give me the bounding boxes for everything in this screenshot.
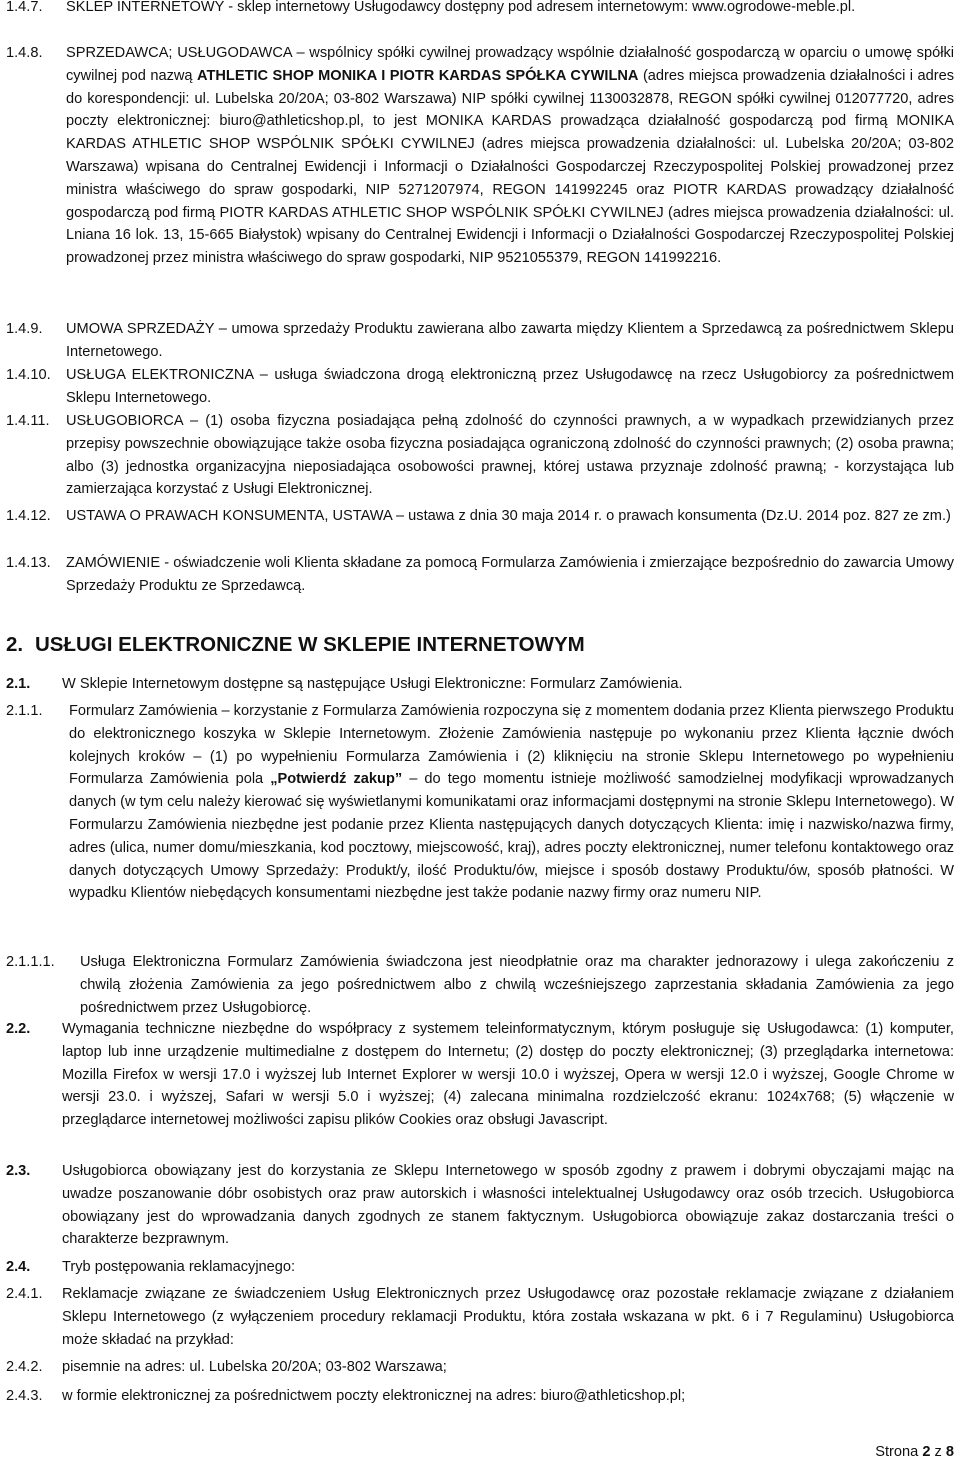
section-title: USŁUGI ELEKTRONICZNE W SKLEPIE INTERNETOWYM (35, 633, 585, 656)
clause-lead: Formularz Zamówienia – korzystanie z Formularza Zamówienia rozpoczyna się z momentem dodania przez Klienta pierwszego Produktu do elektronicznego koszyka w Sklepie Internetowym. Złożenie Zamówienia następuje po wykonaniu przez Klienta łącznie dwóch kolejnych kroków – (1) po wypełnieniu Formularza Zamówienia i (2) kliknięciu na stronie Sklepu Internetowego po wypełnieniu Formularza Zamówienia pola (69, 703, 954, 788)
clause-1-4-9 (0, 318, 954, 364)
clause-2-1 (0, 673, 954, 696)
page-label: Strona (875, 1444, 919, 1460)
clause-text: pisemnie na adres: ul. Lubelska 20/20A; 03-802 Warszawa; (62, 1359, 447, 1375)
clause-text: w formie elektronicznej za pośrednictwem poczty elektronicznej na adres: biuro@athleticshop.pl; (62, 1388, 686, 1404)
clause-text: UMOWA SPRZEDAŻY – umowa sprzedaży Produktu zawierana albo zawarta między Klientem a Sprzedawcą za pośrednictwem Sklepu Internetowego. (66, 321, 954, 360)
clause-1-4-12 (0, 505, 954, 528)
clause-text: W Sklepie Internetowym dostępne są następujące Usługi Elektroniczne: Formularz Zamówienia. (62, 676, 683, 692)
clause-number: 2.1.1.1. (6, 954, 55, 970)
total-pages: 8 (945, 1444, 954, 1460)
clause-text: Usługa Elektroniczna Formularz Zamówienia świadczona jest nieodpłatnie oraz ma charakter jednorazowy i ulega zakończeniu z chwilą złożenia Zamówienia za jego pośrednictwem albo z chwilą wcześniejszego zaprzestania składania Zamówienia za jego pośrednictwem przez Usługobiorcę. (80, 954, 954, 1016)
clause-rest: – do tego momentu istnieje możliwość samodzielnej modyfikacji wprowadzanych danych (w tym celu należy kierować się wyświetlanymi komunikatami oraz informacjami dostępnymi na stronie Sklepu Internetowego). W Formularzu Zamówienia niezbędne jest podanie przez Klienta następujących danych dotyczących Klienta: imię i nazwisko/nazwa firmy, adres (ulica, numer domu/mieszkania, kod pocztowy, miejscowość, kraj), adres poczty elektronicznej, numer telefonu kontaktowego oraz danych dotyczących Umowy Sprzedaży: Produkt/y, ilość Produktu/ów, miejsce i sposób dostawy Produktu/ów, sposób płatności. W wypadku Klientów niebędących konsumentami niezbędne jest także podanie nazwy firmy oraz numeru NIP. (69, 771, 954, 902)
clause-number: 2.3. (6, 1163, 31, 1179)
clause-1-4-11 (0, 410, 954, 501)
clause-text: USTAWA O PRAWACH KONSUMENTA, USTAWA – ustawa z dnia 30 maja 2014 r. o prawach konsumenta (Dz.U. 2014 poz. 827 ze zm.) (66, 508, 951, 524)
clause-text (69, 700, 954, 905)
page-separator: z (934, 1444, 942, 1460)
clause-2-1-1-1 (0, 951, 954, 1019)
company-name: ATHLETIC SHOP MONIKA I PIOTR KARDAS SPÓŁKA CYWILNA (197, 67, 639, 84)
clause-text: Wymagania techniczne niezbędne do współpracy z systemem teleinformatycznym, którym posługuje się Usługodawca: (1) komputer, laptop lub inne urządzenie multimedialne z dostępem do Internetu; (2) dostęp do poczty elektronicznej; (3) przeglądarka internetowa: Mozilla Firefox w wersji 17.0 i wyższej lub Internet Explorer w wersji 10.0 i wyższej, Opera w wersji 12.0 i wyższej, Google Chrome w wersji 23.0. i wyższej, Safari w wersji 5.0 i wyższej; (4) zalecana minimalna rozdzielczość ekranu: 1024x768; (5) włączenie w przeglądarce internetowej możliwości zapisu plików Cookies oraz obsługi Javascript. (62, 1021, 954, 1129)
clause-number: 1.4.8. (6, 45, 43, 61)
clause-1-4-13 (0, 552, 954, 598)
clause-1-4-7 (0, 0, 954, 19)
clause-2-1-1 (0, 700, 954, 905)
current-page: 2 (922, 1444, 931, 1460)
clause-number: 2.4.2. (6, 1359, 43, 1375)
clause-number: 1.4.11. (6, 413, 50, 429)
clause-number: 2.4. (6, 1259, 31, 1275)
clause-lead: SPRZEDAWCA; USŁUGODAWCA – wspólnicy spółki cywilnej prowadzący wspólnie działalność gospodarczą w oparciu o umowę spółki cywilnej pod nazwą (66, 45, 954, 84)
clause-text: SKLEP INTERNETOWY - sklep internetowy Usługodawcy dostępny pod adresem internetowym: www.ogrodowe-meble.pl. (66, 0, 856, 15)
clause-number: 2.1. (6, 676, 31, 692)
clause-number: 1.4.10. (6, 367, 51, 383)
confirm-purchase-label: „Potwierdź zakup” (270, 771, 403, 788)
clause-text: USŁUGA ELEKTRONICZNA – usługa świadczona drogą elektroniczną przez Usługodawcę na rzecz Usługobiorcy za pośrednictwem Sklepu Internetowego. (66, 367, 954, 406)
clause-text: Usługobiorca obowiązany jest do korzystania ze Sklepu Internetowego w sposób zgodny z prawem i dobrymi obyczajami mając na uwadze poszanowanie dóbr osobistych oraz praw autorskich i własności intelektualnej Usługodawcy oraz osób trzecich. Usługobiorca obowiązany jest do wprowadzania danych zgodnych ze stanem faktycznym. Usługobiorca obowiązuje zakaz dostarczania treści o charakterze bezprawnym. (62, 1163, 954, 1248)
section-number: 2. (6, 633, 24, 656)
clause-2-3 (0, 1160, 954, 1251)
clause-text (66, 42, 954, 270)
clause-text: ZAMÓWIENIE - oświadczenie woli Klienta składane za pomocą Formularza Zamówienia i zmierzające bezpośrednio do zawarcia Umowy Sprzedaży Produktu ze Sprzedawcą. (66, 555, 954, 594)
page-number-footer (875, 1443, 954, 1461)
clause-1-4-10 (0, 364, 954, 410)
section-heading (6, 632, 585, 658)
clause-2-4 (0, 1256, 954, 1279)
clause-text: USŁUGOBIORCA – (1) osoba fizyczna posiadająca pełną zdolność do czynności prawnych, a w wypadkach przewidzianych przez przepisy powszechnie obowiązujące także osoba fizyczna posiadająca ograniczoną zdolność do czynności prawnych; (2) osoba prawna; albo (3) jednostka organizacyjna nieposiadająca osobowości prawnej, której ustawa przyznaje zdolność prawną; - korzystająca lub zamierzająca korzystać z Usługi Elektronicznej. (66, 413, 954, 498)
clause-number: 2.2. (6, 1021, 31, 1037)
clause-text: Reklamacje związane ze świadczeniem Usług Elektronicznych przez Usługodawcę oraz pozostałe reklamacje związane z działaniem Sklepu Internetowego (z wyłączeniem procedury reklamacji Produktu, która została wskazana w pkt. 6 i 7 Regulaminu) Usługobiorca może składać na przykład: (62, 1286, 954, 1348)
clause-1-4-8 (0, 42, 954, 270)
clause-2-4-2 (0, 1356, 954, 1379)
clause-number: 2.1.1. (6, 703, 43, 719)
clause-text: Tryb postępowania reklamacyjnego: (62, 1259, 296, 1275)
clause-number: 2.4.1. (6, 1286, 43, 1302)
clause-number: 1.4.13. (6, 555, 51, 571)
clause-number: 1.4.9. (6, 321, 43, 337)
clause-number: 2.4.3. (6, 1388, 43, 1404)
clause-2-2 (0, 1018, 954, 1132)
clause-number: 1.4.7. (6, 0, 43, 15)
clause-2-4-3 (0, 1385, 954, 1408)
clause-number: 1.4.12. (6, 508, 51, 524)
clause-rest: (adres miejsca prowadzenia działalności i adres do korespondencji: ul. Lubelska 20/20A; 03-802 Warszawa) NIP spółki cywilnej 1130032878, REGON spółki cywilnej 012077720, adres poczty elektronicznej: biuro@athleticshop.pl, to jest MONIKA KARDAS prowadząca działalność gospodarczą pod firmą MONIKA KARDAS ATHLETIC SHOP WSPÓLNIK SPÓŁKI CYWILNEJ (adres miejsca prowadzenia działalności: ul. Lubelska 20/20A; 03-802 Warszawa) wpisana do Centralnej Ewidencji i Informacji o Działalności Gospodarczej Rzeczypospolitej Polskiej prowadzonej przez ministra właściwego do spraw gospodarki, NIP 5271207974, REGON 141992245 oraz PIOTR KARDAS prowadzący działalność gospodarczą pod firmą PIOTR KARDAS ATHLETIC SHOP WSPÓLNIK SPÓŁKI CYWILNEJ (adres miejsca prowadzenia działalności: ul. Lniana 16 lok. 13, 15-665 Białystok) wpisany do Centralnej Ewidencji i Informacji o Działalności Gospodarczej Rzeczypospolitej Polskiej prowadzonej przez ministra właściwego do spraw gospodarki, NIP 9521055379, REGON 141992216. (66, 67, 955, 267)
clause-2-4-1 (0, 1283, 954, 1351)
